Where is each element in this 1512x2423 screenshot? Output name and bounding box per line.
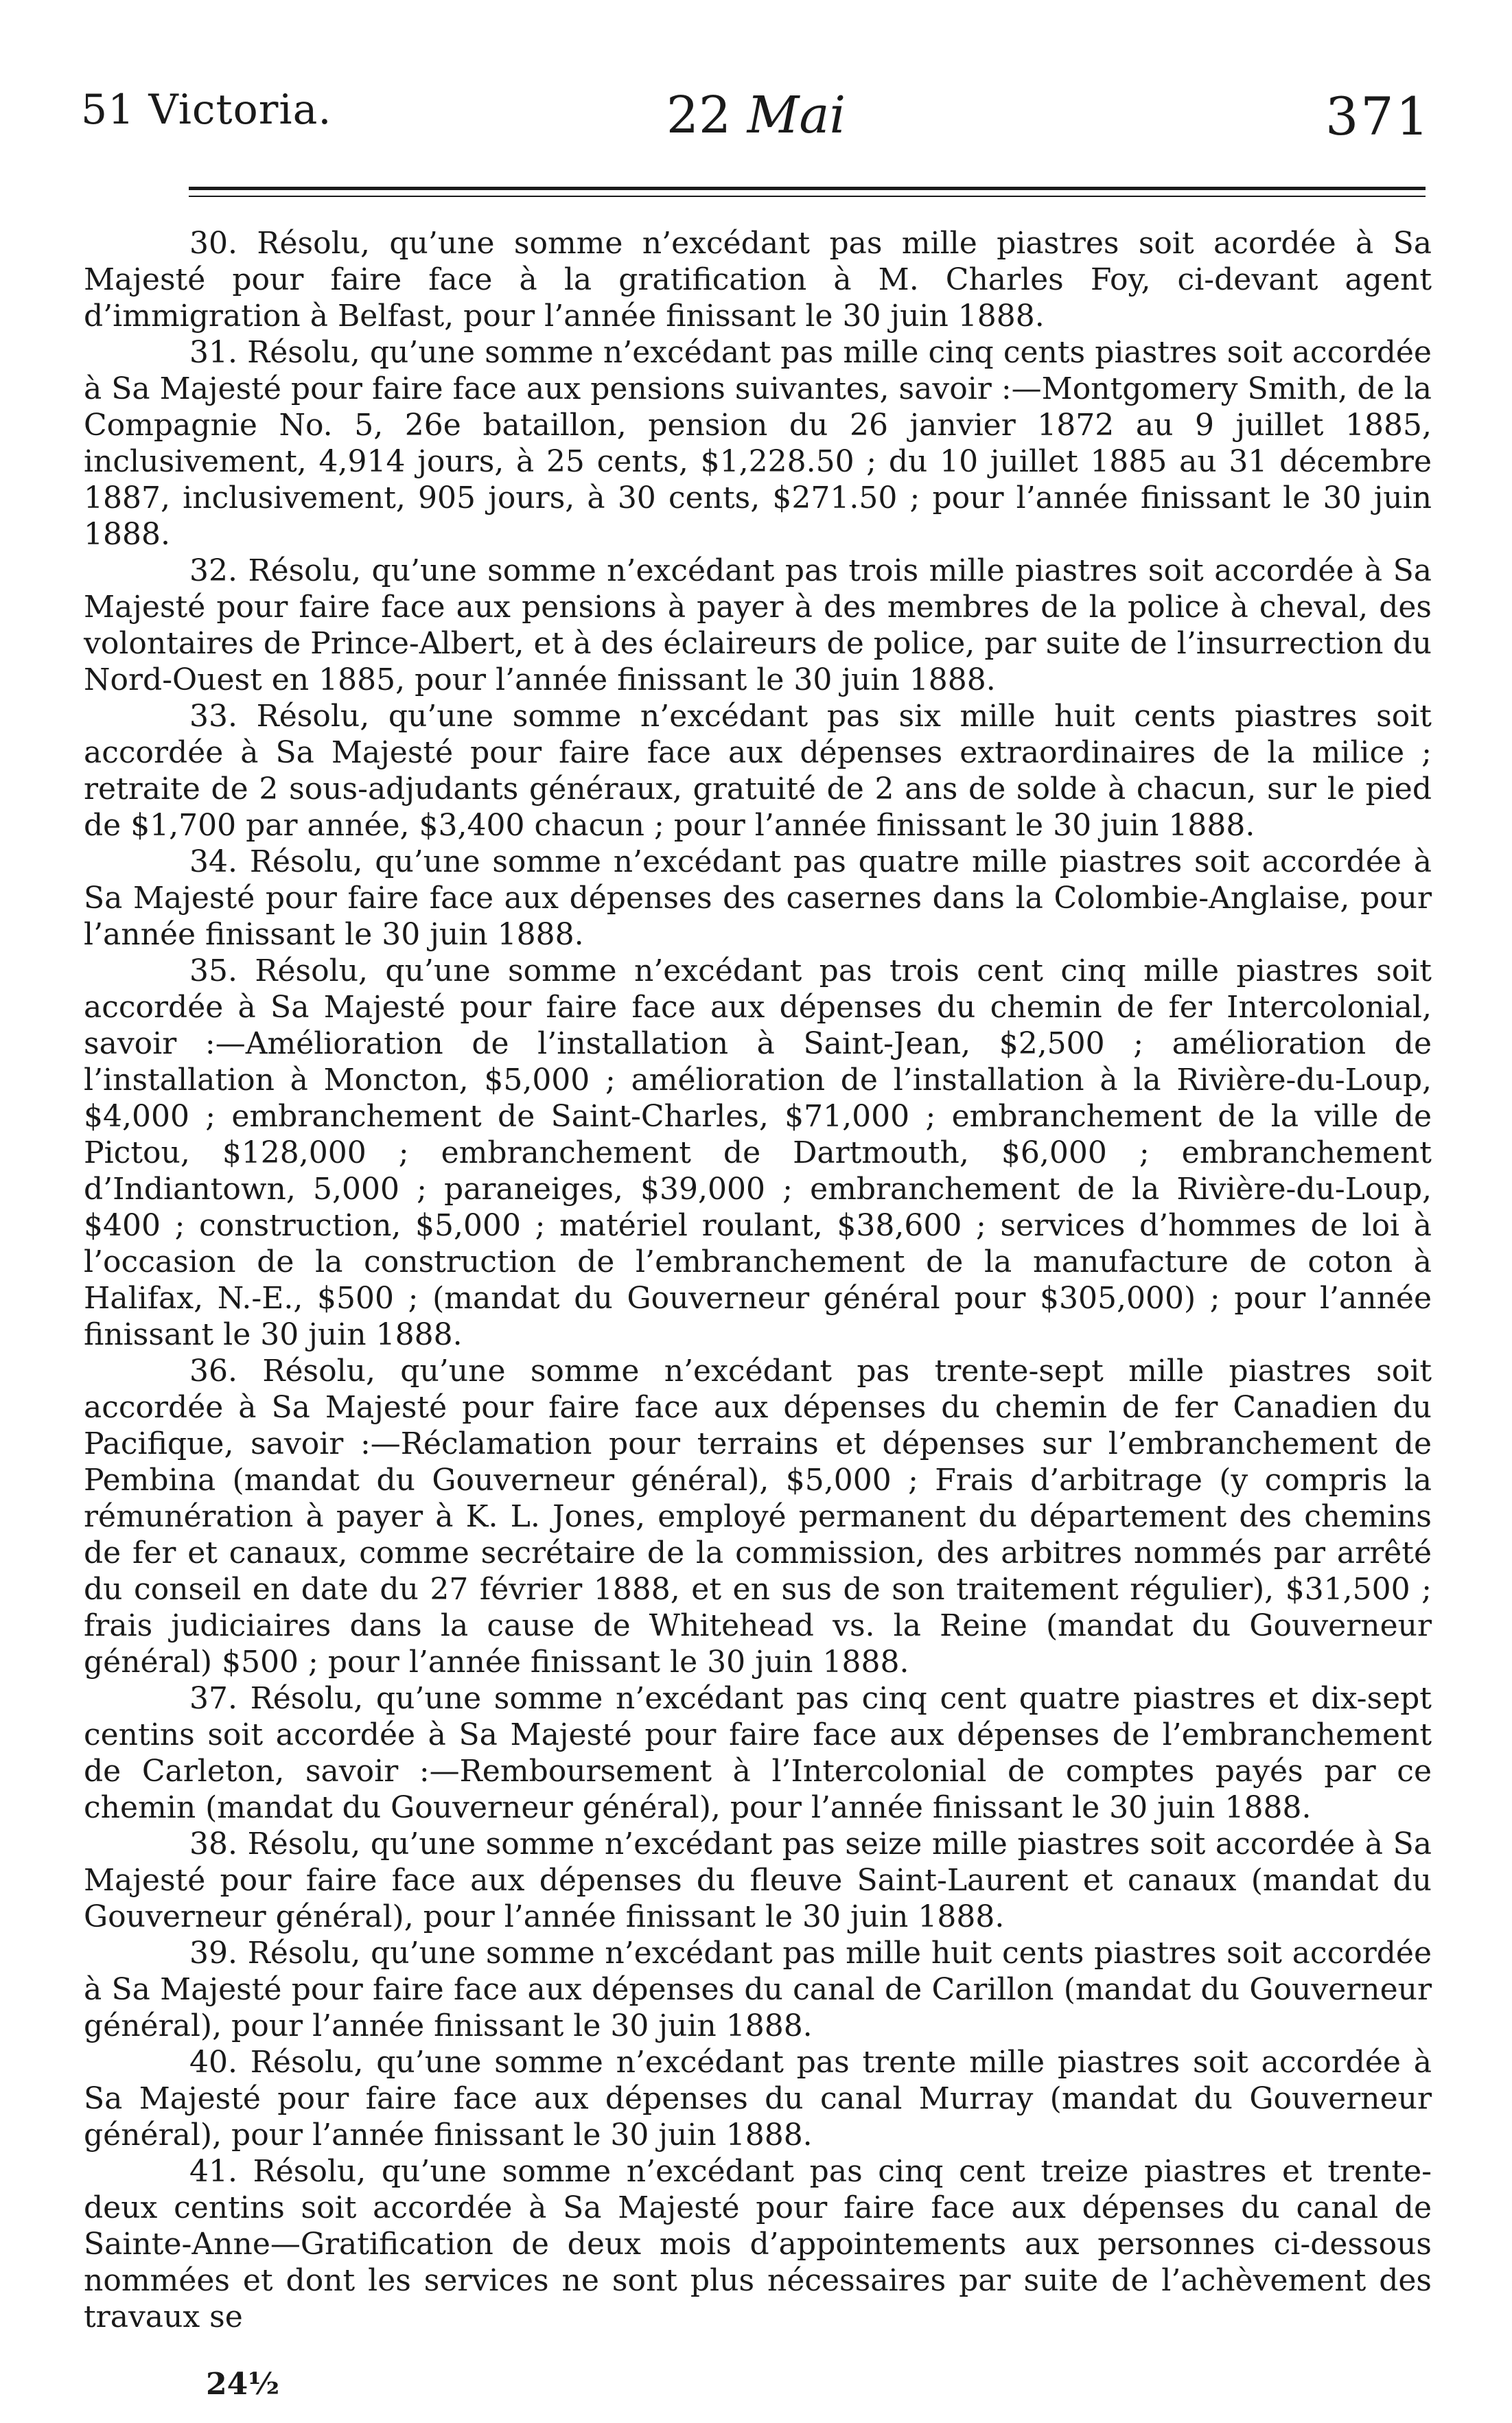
resolution-number: 39. <box>189 1936 237 1971</box>
resolution-text: Résolu, qu’une somme n’excédant pas trente-sept mille piastres soit accordée à Sa Majesté pour faire face aux dépenses du chemin de fer Canadien du Pacifique, savoir :—Réclamation pour terrains et dépenses sur l’embranchement de Pembina (mandat du Gouverneur général), $5,000 ; Frais d’arbitrage (y compris la rémunération à payer à K. L. Jones, employé permanent du département des chemins de fer et canaux, comme secrétaire de la commission, des arbitres nommés par arrêté du conseil en date du 27 février 1888, et en sus de son traitement régulier), $31,500 ; frais judiciaires dans la cause de Whitehead vs. la Reine (mandat du Gouverneur général) $500 ; pour l’année finissant le 30 juin 1888. <box>84 1354 1432 1680</box>
resolution-text: Résolu, qu’une somme n’excédant pas seize mille piastres soit accordée à Sa Majesté pour faire face aux dépenses du fleuve Saint-Laurent et canaux (mandat du Gouverneur général), pour l’année finissant le 30 juin 1888. <box>84 1827 1432 1934</box>
header-rule-thick <box>189 187 1426 190</box>
resolution-text: Résolu, qu’une somme n’excédant pas cinq cent quatre piastres et dix-sept centins soit accordée à Sa Majesté pour faire face aux dépenses de l’embranchement de Carleton, savoir :—Remboursement à l’Intercolonial de comptes payés par ce chemin (mandat du Gouverneur général), pour l’année finissant le 30 juin 1888. <box>84 1681 1432 1825</box>
page-number: 371 <box>1325 86 1431 147</box>
resolution-text: Résolu, qu’une somme n’excédant pas trois cent cinq mille piastres soit accordée à Sa Majesté pour faire face aux dépenses du chemin de fer Intercolonial, savoir :—Amélioration de l’installation à Saint-Jean, $2,500 ; amélioration de l’installation à Moncton, $5,000 ; amélioration de l’installation à la Rivière-du-Loup, $4,000 ; embranchement de Saint-Charles, $71,000 ; embranchement de la ville de Pictou, $128,000 ; embranchement de Dartmouth, $6,000 ; embranchement d’Indiantown, 5,000 ; paraneiges, $39,000 ; embranchement de la Rivière-du-Loup, $400 ; construction, $5,000 ; matériel roulant, $38,600 ; services d’hommes de loi à l’occasion de la construction de l’embranchement de la manufacture de coton à Halifax, N.-E., $500 ; (mandat du Gouverneur général pour $305,000) ; pour l’année finissant le 30 juin 1888. <box>84 953 1432 1352</box>
resolution-text: Résolu, qu’une somme n’excédant pas trois mille piastres soit accordée à Sa Majesté pour faire face aux pensions à payer à des membres de la police à cheval, des volontaires de Prince-Albert, et à des éclaireurs de police, par suite de l’insurrection du Nord-Ouest en 1885, pour l’année finissant le 30 juin 1888. <box>84 553 1432 697</box>
resolution-number: 37. <box>189 1681 237 1716</box>
header-rule-thin <box>189 196 1426 197</box>
resolutions-body <box>84 225 1432 2335</box>
page-date <box>81 86 1431 145</box>
resolution-paragraph <box>84 1826 1432 1935</box>
resolution-paragraph <box>84 1680 1432 1826</box>
resolution-text: Résolu, qu’une somme n’excédant pas trente mille piastres soit accordée à Sa Majesté pour faire face aux dépenses du canal Murray (mandat du Gouverneur général), pour l’année finissant le 30 juin 1888. <box>84 2045 1432 2153</box>
date-month: Mai <box>747 86 846 145</box>
resolution-number: 38. <box>189 1827 237 1862</box>
resolution-text: Résolu, qu’une somme n’excédant pas mille huit cents piastres soit accordée à Sa Majesté pour faire face aux dépenses du canal de Carillon (mandat du Gouverneur général), pour l’année finissant le 30 juin 1888. <box>84 1936 1432 2043</box>
resolution-number: 36. <box>189 1354 237 1389</box>
resolution-number: 31. <box>189 335 237 370</box>
resolution-text: Résolu, qu’une somme n’excédant pas mille piastres soit acordée à Sa Majesté pour faire face à la gratification à M. Charles Foy, ci-devant agent d’immigration à Belfast, pour l’année finissant le 30 juin 1888. <box>84 226 1432 334</box>
resolution-number: 41. <box>189 2154 237 2189</box>
resolution-paragraph <box>84 225 1432 334</box>
resolution-paragraph <box>84 698 1432 844</box>
resolution-number: 33. <box>189 699 237 734</box>
resolution-number: 32. <box>189 553 237 588</box>
resolution-number: 35. <box>189 953 237 988</box>
resolution-text: Résolu, qu’une somme n’excédant pas mille cinq cents piastres soit accordée à Sa Majesté pour faire face aux pensions suivantes, savoir :—Montgomery Smith, de la Compagnie No. 5, 26e bataillon, pension du 26 janvier 1872 au 9 juillet 1885, inclusivement, 4,914 jours, à 25 cents, $1,228.50 ; du 10 juillet 1885 au 31 décembre 1887, inclusivement, 905 jours, à 30 cents, $271.50 ; pour l’année finissant le 30 juin 1888. <box>84 335 1432 552</box>
resolution-paragraph <box>84 953 1432 1353</box>
resolution-text: Résolu, qu’une somme n’excédant pas six mille huit cents piastres soit accordée à Sa Majesté pour faire face aux dépenses extraordinaires de la milice ; retraite de 2 sous-adjudants généraux, gratuité de 2 ans de solde à chacun, sur le pied de $1,700 par année, $3,400 chacun ; pour l’année finissant le 30 juin 1888. <box>84 699 1432 843</box>
page-header <box>81 86 1431 161</box>
resolution-number: 40. <box>189 2045 237 2080</box>
resolution-text: Résolu, qu’une somme n’excédant pas quatre mille piastres soit accordée à Sa Majesté pour faire face aux dépenses des casernes dans la Colombie-Anglaise, pour l’année finissant le 30 juin 1888. <box>84 844 1432 952</box>
resolution-number: 30. <box>189 226 237 261</box>
resolution-number: 34. <box>189 844 237 879</box>
session-label: 51 Victoria. <box>81 86 332 134</box>
resolution-paragraph <box>84 334 1432 553</box>
resolution-paragraph <box>84 844 1432 953</box>
printer-signature-mark: 24½ <box>206 2367 280 2402</box>
resolution-paragraph <box>84 553 1432 698</box>
resolution-paragraph <box>84 2153 1432 2335</box>
resolution-paragraph <box>84 1353 1432 1680</box>
resolution-text: Résolu, qu’une somme n’excédant pas cinq cent treize piastres et trente-deux centins soit accordée à Sa Majesté pour faire face aux dépenses du canal de Sainte-Anne—Gratification de deux mois d’appointements aux personnes ci-dessous nommées et dont les services ne sont plus nécessaires par suite de l’achèvement des travaux se <box>84 2154 1432 2334</box>
resolution-paragraph <box>84 1935 1432 2044</box>
resolution-paragraph <box>84 2044 1432 2153</box>
date-day: 22 <box>666 86 732 145</box>
